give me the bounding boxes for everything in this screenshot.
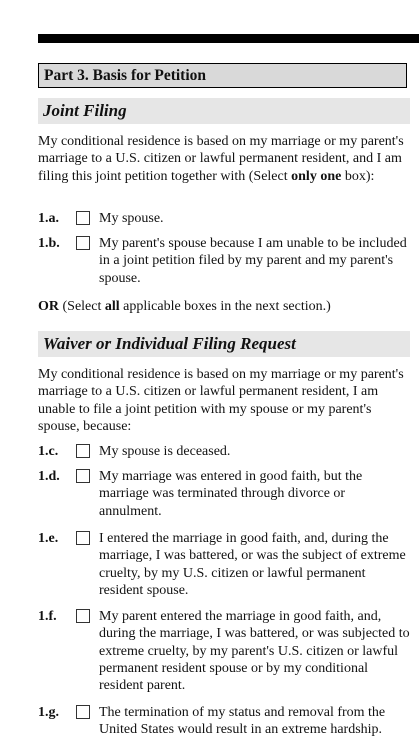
header-rule [38,34,419,43]
item-label: My parent's spouse because I am unable to be included in a joint petition filed by my parent and my parent's spouse. [99,236,407,286]
checkbox-1d[interactable] [76,469,90,483]
item-1g [38,704,410,738]
or-text-1: (Select [59,299,105,314]
waiver-title: Waiver or Individual Filing Request [38,331,410,357]
checkbox-1f[interactable] [76,609,90,623]
or-bold: OR [38,299,59,314]
item-label: My marriage was entered in good faith, but the marriage was terminated through divorce or annulment. [99,469,363,519]
item-label: The termination of my status and removal from the United States would result in an extreme hardship. [99,705,386,738]
item-number: 1.g. [38,705,59,720]
part-header: Part 3. Basis for Petition [38,63,407,88]
or-instruction [38,298,410,315]
checkbox-1b[interactable] [76,236,90,250]
or-all: all [104,299,120,314]
item-number: 1.a. [38,211,59,226]
checkbox-1c[interactable] [76,444,90,458]
item-number: 1.d. [38,469,60,484]
checkbox-1g[interactable] [76,705,90,719]
item-1e [38,530,410,598]
waiver-intro: My conditional residence is based on my marriage or my parent's marriage to a U.S. citizen or lawful permanent resident, I am unable to file a joint petition with my spouse or my parent's spouse, because: [38,367,404,434]
checkbox-1e[interactable] [76,531,90,545]
item-1b [38,235,410,286]
item-number: 1.e. [38,531,59,546]
item-1c [38,443,410,463]
item-number: 1.c. [38,444,59,459]
item-label: My spouse. [99,211,164,226]
or-text-2: applicable boxes in the next section.) [119,299,331,314]
item-label: My parent entered the marriage in good faith, and, during the marriage, I was battered, or was subjected to extreme cruelty, by my parent's U.S. citizen or lawful permanent resident spouse or by my conditional resident parent. [99,609,410,694]
item-1a [38,210,410,230]
item-number: 1.b. [38,236,60,251]
item-1f [38,608,410,694]
item-label: I entered the marriage in good faith, and, during the marriage, I was battered, or was the subject of extreme cruelty, by my U.S. citizen or lawful permanent resident spouse. [99,531,406,598]
joint-intro-text-2: box): [341,168,375,184]
joint-intro-text-1: My conditional residence is based on my marriage or my parent's marriage to a U.S. citizen or lawful permanent resident, and I am filing this joint petition together with (Select [38,134,404,184]
joint-filing-title: Joint Filing [38,98,410,124]
item-label: My spouse is deceased. [99,444,231,459]
joint-filing-intro [38,133,410,185]
item-number: 1.f. [38,609,57,624]
item-1d [38,468,410,519]
checkbox-1a[interactable] [76,211,90,225]
joint-intro-bold: only one [291,168,342,184]
